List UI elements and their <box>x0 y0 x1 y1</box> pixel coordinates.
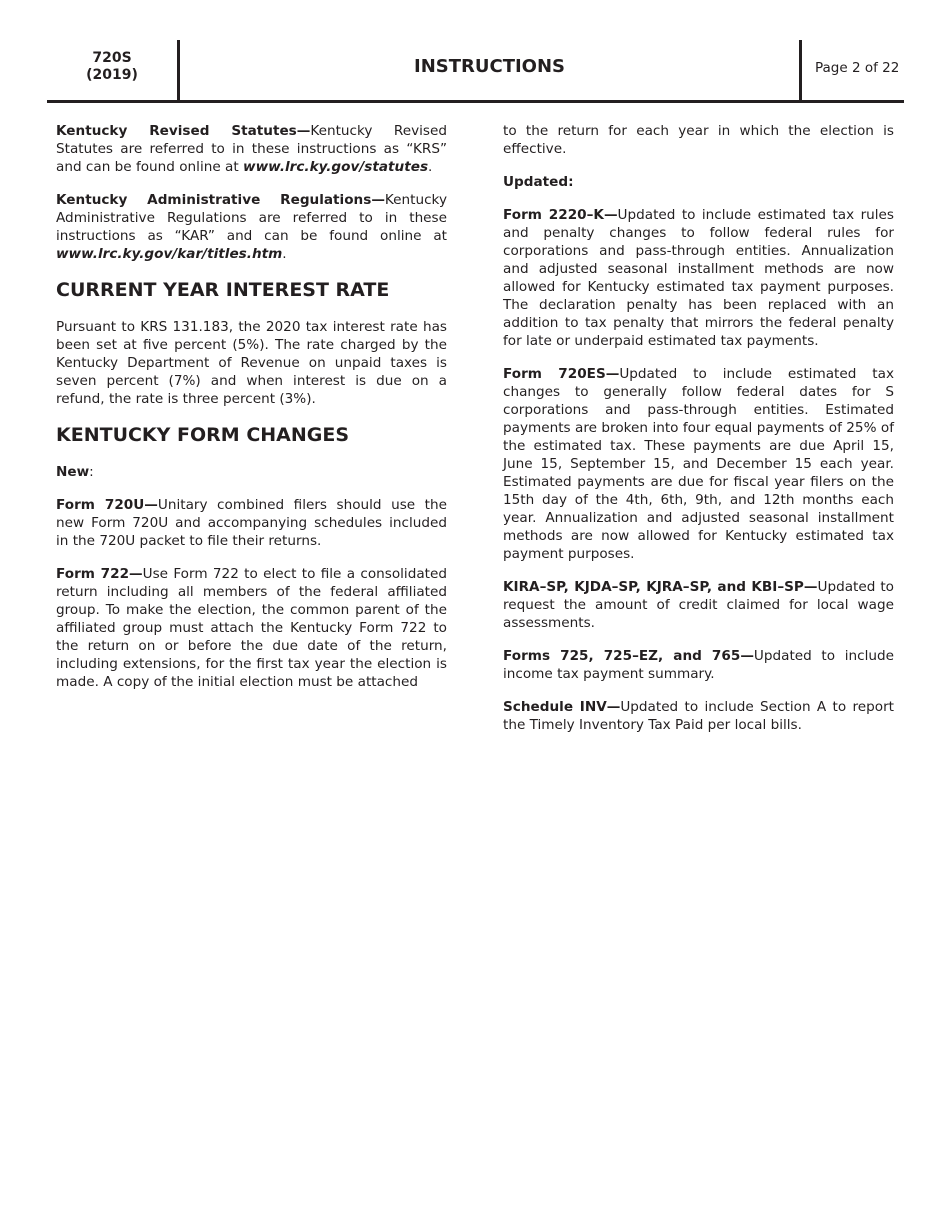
kar-end: . <box>282 246 287 262</box>
krs-paragraph <box>56 122 447 176</box>
form2220k-term: Form 2220–K <box>503 207 604 223</box>
page-title: INSTRUCTIONS <box>414 56 565 77</box>
updated-subheading: Updated: <box>503 174 574 190</box>
form-identifier <box>47 50 177 84</box>
krs-term: Kentucky Revised Statutes <box>56 123 297 139</box>
dash: — <box>296 123 311 139</box>
dash: — <box>803 579 818 595</box>
forms725-paragraph <box>503 647 894 683</box>
form720u-paragraph <box>56 496 447 550</box>
form2220k-text: Updated to include estimated tax rules and penalty changes to follow federal rules for corporations and pass-through entities. Annualization and adjusted seasonal installment methods are now allowed for Kentucky estimated tax payment purposes. The declaration penalty has been replaced with an addition to tax penalty that mirrors the federal penalty for late or underpaid estimated tax payments. <box>503 207 894 349</box>
kar-link[interactable]: www.lrc.ky.gov/kar/titles.htm <box>56 246 283 262</box>
krs-text: Kentucky Revised Statutes are referred to in these instructions as “KRS” and can be found online at <box>56 123 447 175</box>
forms725-term: Forms 725, 725–EZ, and 765 <box>503 648 741 664</box>
dash: — <box>603 207 618 223</box>
kira-text: Updated to request the amount of credit claimed for local wage assessments. <box>503 579 894 631</box>
page-header <box>47 40 904 103</box>
schedule-inv-paragraph <box>503 698 894 734</box>
form-year: (2019) <box>86 67 138 83</box>
dash: — <box>606 699 621 715</box>
new-subheading <box>56 463 447 481</box>
continued-paragraph: to the return for each year in which the election is effective. <box>503 123 894 157</box>
left-column <box>56 122 447 706</box>
interest-rate-heading: CURRENT YEAR INTEREST RATE <box>56 279 390 301</box>
page-number: Page 2 of 22 <box>815 60 900 76</box>
dash: — <box>740 648 754 664</box>
kar-text: Kentucky Administrative Regulations are referred to in these instructions as “KAR” and can be found online at <box>56 192 447 244</box>
header-divider-right <box>799 40 802 102</box>
new-label: New <box>56 464 90 480</box>
forms725-text: Updated to include income tax payment summary. <box>503 648 894 682</box>
form720es-text: Updated to include estimated tax changes to generally follow federal dates for S corporations and pass-through entities. Estimated payments are broken into four equal payments of 25% of the estimated tax. These payments are due April 15, June 15, September 15, and December 15 each year. Estimated payments are due for fiscal year filers on the 15th day of the 4th, 6th, 9th, and 12th months each year. Annualization and adjusted seasonal installment methods are now allowed for Kentucky estimated tax payment purposes. <box>503 366 894 562</box>
krs-end: . <box>428 159 433 175</box>
form-number: 720S <box>92 50 132 66</box>
kar-paragraph <box>56 191 447 263</box>
krs-link[interactable]: www.lrc.ky.gov/statutes <box>243 159 429 175</box>
form2220k-paragraph <box>503 206 894 350</box>
kira-term: KIRA–SP, KJDA–SP, KJRA–SP, and KBI–SP <box>503 579 804 595</box>
form722-term: Form 722 <box>56 566 130 582</box>
dash: — <box>371 192 385 208</box>
form-changes-heading: KENTUCKY FORM CHANGES <box>56 424 350 446</box>
form720u-term: Form 720U <box>56 497 145 513</box>
form722-paragraph <box>56 565 447 691</box>
kar-term: Kentucky Administrative Regulations <box>56 192 372 208</box>
form722-text: Use Form 722 to elect to file a consolidated return including all members of the federal affiliated group. To make the election, the common parent of the affiliated group must attach the Kentucky Form 722 to the return on or before the due date of the return, including extensions, for the first tax year the election is made. A copy of the initial election must be attached <box>56 566 447 690</box>
form720u-text: Unitary combined filers should use the new Form 720U and accompanying schedules included in the 720U packet to file their returns. <box>56 497 447 549</box>
form720es-term: Form 720ES <box>503 366 606 382</box>
dash: — <box>605 366 620 382</box>
new-colon: : <box>89 464 94 480</box>
interest-rate-paragraph: Pursuant to KRS 131.183, the 2020 tax interest rate has been set at five percent (5%). The rate charged by the Kentucky Department of Revenue on unpaid taxes is seven percent (7%) and when interest is due on a refund, the rate is three percent (3%). <box>56 319 447 407</box>
schedule-inv-term: Schedule INV <box>503 699 607 715</box>
schedule-inv-text: Updated to include Section A to report the Timely Inventory Tax Paid per local bills. <box>503 699 894 733</box>
form720es-paragraph <box>503 365 894 563</box>
dash: — <box>129 566 143 582</box>
dash: — <box>144 497 158 513</box>
kira-paragraph <box>503 578 894 632</box>
right-column <box>503 122 894 749</box>
